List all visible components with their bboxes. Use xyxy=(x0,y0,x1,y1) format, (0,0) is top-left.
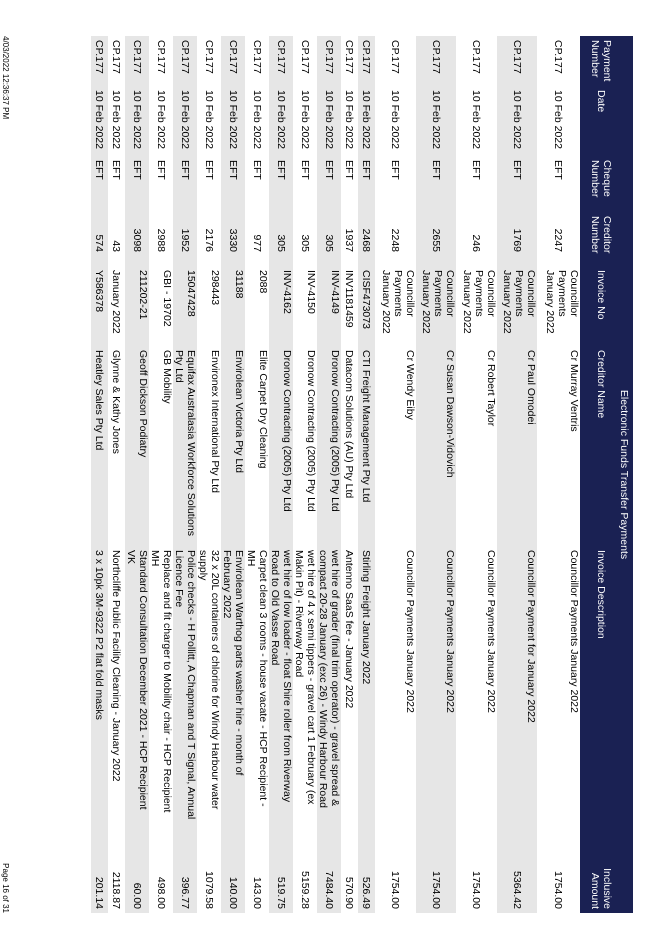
cell-creditor-name: CTI Freight Management Pty Ltd xyxy=(360,350,372,503)
cell-creditor-number: 574 xyxy=(93,234,105,252)
cell-inclusive-amount: 143.00 xyxy=(251,876,263,909)
table-row xyxy=(416,36,456,913)
cell-date: 10 Feb 2022 xyxy=(299,90,311,149)
table-row xyxy=(221,36,245,913)
cell-creditor-number: 1937 xyxy=(343,228,355,252)
cell-invoice-no: Councillor Payments January 2022 xyxy=(420,270,456,334)
cell-creditor-name: Elite Carpet Dry Cleaning xyxy=(257,350,269,469)
cell-cheque-number: EFT xyxy=(179,160,191,180)
cell-creditor-number: 2248 xyxy=(389,228,401,252)
cell-date: 10 Feb 2022 xyxy=(343,90,355,149)
cell-inclusive-amount: 396.77 xyxy=(179,876,191,909)
cell-date: 10 Feb 2022 xyxy=(470,90,482,149)
table-row xyxy=(317,36,341,913)
table-row xyxy=(358,36,375,913)
cell-date: 10 Feb 2022 xyxy=(131,90,143,149)
report-title: Electronic Funds Transfer Payments xyxy=(615,36,633,913)
cell-inclusive-amount: 7484.40 xyxy=(323,871,335,909)
cell-payment-number: CP.177 xyxy=(552,40,564,74)
cell-date: 10 Feb 2022 xyxy=(227,90,239,149)
cell-creditor-number: 3098 xyxy=(131,228,143,252)
cell-cheque-number: EFT xyxy=(131,160,143,180)
table-row xyxy=(91,36,108,913)
cell-payment-number: CP.177 xyxy=(203,40,215,74)
col-invoice-description: Invoice Description xyxy=(595,550,607,639)
col-inclusive-amount: Inclusive Amount xyxy=(589,868,613,909)
cell-invoice-no: CISF473073 xyxy=(360,270,372,329)
cell-invoice-description: Northcliffe Public Facility Cleaning - January 2022 xyxy=(110,550,122,782)
cell-date: 10 Feb 2022 xyxy=(155,90,167,149)
cell-creditor-name: Cr Murray Ventris xyxy=(568,350,580,432)
cell-inclusive-amount: 1754.00 xyxy=(552,871,564,909)
cell-cheque-number: EFT xyxy=(299,160,311,180)
cell-cheque-number: EFT xyxy=(203,160,215,180)
cell-inclusive-amount: 201.14 xyxy=(93,876,105,909)
cell-invoice-description: Councillor Payments January 2022 xyxy=(404,550,416,713)
cell-invoice-description: Replace and fit charger to Mobility chair - HCP Recipient MH xyxy=(149,550,173,813)
cell-invoice-no: Councillor Payments January 2022 xyxy=(380,270,416,334)
cell-inclusive-amount: 5364.42 xyxy=(511,871,523,909)
cell-inclusive-amount: 1754.00 xyxy=(389,871,401,909)
cell-inclusive-amount: 1754.00 xyxy=(470,871,482,909)
cell-invoice-no: January 2022 xyxy=(110,270,122,334)
col-creditor-number: Creditor Number xyxy=(589,216,613,254)
table-row xyxy=(108,36,125,913)
cell-cheque-number: EFT xyxy=(470,160,482,180)
table-row xyxy=(173,36,197,913)
col-payment-number: Payment Number xyxy=(589,40,613,82)
table-row xyxy=(245,36,269,913)
cell-creditor-name: Environex International Pty Ltd xyxy=(209,350,221,494)
cell-creditor-name: GB Mobility xyxy=(161,350,173,404)
cell-invoice-description: Antenno SaaS fee - January 2022 xyxy=(343,550,355,709)
cell-invoice-description: Carpet clean 3 rooms - house vacate - HCP Recipient - MH xyxy=(245,550,269,807)
cell-payment-number: CP.177 xyxy=(511,40,523,74)
cell-inclusive-amount: 498.00 xyxy=(155,876,167,909)
cell-invoice-no: INV-4162 xyxy=(281,270,293,314)
cell-creditor-name: Geoff Dickson Podiatry xyxy=(137,350,149,458)
cell-creditor-name: Equifax Australasia Workforce Solutions Pty Ltd xyxy=(173,350,197,536)
cell-invoice-no: 2088 xyxy=(257,270,269,294)
cell-creditor-name: Dronow Contracting (2005) Pty Ltd xyxy=(305,350,317,512)
cell-invoice-no: 298443 xyxy=(209,270,221,306)
cell-invoice-description: Councillor Payment for January 2022 xyxy=(525,550,537,723)
print-timestamp: 4/03/2022 12:36:37 PM xyxy=(1,36,10,120)
cell-cheque-number: EFT xyxy=(511,160,523,180)
cell-cheque-number: EFT xyxy=(360,160,372,180)
cell-creditor-name: Cr Robert Taylor xyxy=(485,350,497,427)
cell-creditor-number: 2655 xyxy=(430,228,442,252)
cell-creditor-number: 1769 xyxy=(511,228,523,252)
cell-payment-number: CP.177 xyxy=(93,40,105,74)
cell-payment-number: CP.177 xyxy=(110,40,122,74)
col-cheque-number: Cheque Number xyxy=(589,160,613,198)
cell-invoice-description: Standard Consultation December 2021 - HCP Recipient VK xyxy=(125,550,149,810)
cell-invoice-description: wet hire of low loader - float Shire roller from Riverway Road to Old Vasse Road xyxy=(269,550,293,803)
cell-date: 10 Feb 2022 xyxy=(275,90,287,149)
cell-date: 10 Feb 2022 xyxy=(430,90,442,149)
cell-invoice-no: 31188 xyxy=(233,270,245,299)
cell-cheque-number: EFT xyxy=(155,160,167,180)
cell-creditor-number: 2468 xyxy=(360,228,372,252)
cell-creditor-name: Dronow Contracting (2005) Pty Ltd xyxy=(281,350,293,512)
cell-creditor-number: 246 xyxy=(470,234,482,252)
cell-payment-number: CP.177 xyxy=(323,40,335,74)
table-row xyxy=(125,36,149,913)
table-header xyxy=(580,36,615,913)
table-row xyxy=(456,36,497,913)
cell-payment-number: CP.177 xyxy=(155,40,167,74)
table-row xyxy=(537,36,580,913)
cell-cheque-number: EFT xyxy=(343,160,355,180)
table-row xyxy=(497,36,537,913)
cell-creditor-name: Dronow Contracting (2005) Pty Ltd xyxy=(329,350,341,512)
cell-creditor-number: 2988 xyxy=(155,228,167,252)
cell-creditor-number: 977 xyxy=(251,234,263,252)
cell-invoice-description: 3 x 10pk 3M-9322 P2 flat fold masks xyxy=(93,550,105,720)
cell-invoice-no: INV1181459 xyxy=(343,270,355,328)
cell-inclusive-amount: 140.00 xyxy=(227,876,239,909)
cell-payment-number: CP.177 xyxy=(430,40,442,74)
cell-inclusive-amount: 1079.58 xyxy=(203,871,215,909)
cell-inclusive-amount: 1754.00 xyxy=(430,871,442,909)
cell-invoice-description: Stirling Freight January 2022 xyxy=(360,550,372,685)
cell-invoice-no: 211202-21 xyxy=(137,270,149,320)
cell-cheque-number: EFT xyxy=(251,160,263,180)
cell-creditor-number: 43 xyxy=(110,240,122,252)
table-row xyxy=(293,36,317,913)
cell-invoice-no: Councillor Payments January 2022 xyxy=(501,270,537,334)
cell-payment-number: CP.177 xyxy=(389,40,401,74)
cell-date: 10 Feb 2022 xyxy=(179,90,191,149)
cell-date: 10 Feb 2022 xyxy=(203,90,215,149)
cell-cheque-number: EFT xyxy=(430,160,442,180)
cell-creditor-number: 3330 xyxy=(227,228,239,252)
col-creditor-name: Creditor Name xyxy=(595,350,607,419)
cell-inclusive-amount: 519.75 xyxy=(275,876,287,909)
cell-payment-number: CP.177 xyxy=(299,40,311,74)
cell-payment-number: CP.177 xyxy=(275,40,287,74)
cell-cheque-number: EFT xyxy=(227,160,239,180)
cell-date: 10 Feb 2022 xyxy=(93,90,105,149)
cell-creditor-number: 2176 xyxy=(203,228,215,252)
cell-date: 10 Feb 2022 xyxy=(389,90,401,149)
cell-date: 10 Feb 2022 xyxy=(511,90,523,149)
cell-inclusive-amount: 2118.87 xyxy=(110,871,122,909)
cell-invoice-no: INV-4149 xyxy=(329,270,341,314)
cell-payment-number: CP.177 xyxy=(360,40,372,74)
cell-invoice-description: wet hire of 4 x semi tippers - gravel cart 1 February (ex Makin Pit) - Riverway Road xyxy=(293,550,317,805)
page-number: Page 16 of 31 xyxy=(1,863,10,913)
cell-payment-number: CP.177 xyxy=(343,40,355,74)
cell-creditor-number: 305 xyxy=(299,234,311,252)
cell-invoice-no: Councillor Payments January 2022 xyxy=(461,270,497,334)
cell-inclusive-amount: 5159.28 xyxy=(299,871,311,909)
table-row xyxy=(341,36,358,913)
cell-date: 10 Feb 2022 xyxy=(323,90,335,149)
cell-date: 10 Feb 2022 xyxy=(552,90,564,149)
cell-invoice-no: Councillor Payments January 2022 xyxy=(544,270,580,334)
cell-creditor-name: Glynne & Kathy Jones xyxy=(110,350,122,454)
cell-creditor-number: 305 xyxy=(323,234,335,252)
cell-invoice-description: Councillor Payments January 2022 xyxy=(444,550,456,713)
cell-inclusive-amount: 526.49 xyxy=(360,876,372,909)
cell-invoice-description: Police checks - H Pollitt, A Chapman and T Signal, Annual Licence Fee xyxy=(173,550,197,820)
cell-cheque-number: EFT xyxy=(389,160,401,180)
cell-invoice-no: INV-4150 xyxy=(305,270,317,314)
table-row xyxy=(375,36,416,913)
table-row xyxy=(269,36,293,913)
cell-date: 10 Feb 2022 xyxy=(251,90,263,149)
cell-inclusive-amount: 60.00 xyxy=(131,882,143,909)
cell-invoice-description: 32 x 20L containers of chlorine for Windy Harbour water supply xyxy=(197,550,221,810)
cell-invoice-description: Councillor Payments January 2022 xyxy=(568,550,580,713)
cell-payment-number: CP.177 xyxy=(179,40,191,74)
cell-creditor-name: Cr Paul Omodei xyxy=(525,350,537,425)
cell-payment-number: CP.177 xyxy=(251,40,263,74)
cell-cheque-number: EFT xyxy=(93,160,105,180)
cell-payment-number: CP.177 xyxy=(227,40,239,74)
cell-invoice-no: GBI - 19702 xyxy=(161,270,173,327)
table-row xyxy=(197,36,221,913)
cell-creditor-name: Datacom Solutions (AU) Pty Ltd xyxy=(343,350,355,499)
cell-invoice-no: Y586378 xyxy=(93,270,105,313)
col-invoice-no: Invoice No xyxy=(595,270,607,320)
cell-invoice-no: 15047428 xyxy=(185,270,197,317)
cell-creditor-name: Heatley Sales Pty Ltd xyxy=(93,350,105,451)
cell-creditor-number: 305 xyxy=(275,234,287,252)
cell-cheque-number: EFT xyxy=(110,160,122,180)
cell-creditor-number: 1952 xyxy=(179,228,191,252)
cell-invoice-description: Envirolean Warthog parts washer hire - month of February 2022 xyxy=(221,550,245,776)
cell-date: 10 Feb 2022 xyxy=(110,90,122,149)
cell-cheque-number: EFT xyxy=(323,160,335,180)
cell-creditor-name: Cr Susan Dawson-Vidovich xyxy=(444,350,456,478)
cell-invoice-description: Councillor Payments January 2022 xyxy=(485,550,497,713)
table-row xyxy=(149,36,173,913)
col-date: Date xyxy=(595,90,607,113)
cell-cheque-number: EFT xyxy=(275,160,287,180)
cell-cheque-number: EFT xyxy=(552,160,564,180)
cell-payment-number: CP.177 xyxy=(470,40,482,74)
cell-creditor-number: 2247 xyxy=(552,228,564,252)
cell-creditor-name: Envirolean Victoria Pty Ltd xyxy=(233,350,245,473)
cell-payment-number: CP.177 xyxy=(131,40,143,74)
cell-invoice-description: wet hire of grader (final trim operator) - gravel spread & compact 20-28 January (exc 26) - Windy Harbour Road xyxy=(317,550,341,808)
cell-creditor-name: Cr Wendy Eiby xyxy=(404,350,416,420)
cell-date: 10 Feb 2022 xyxy=(360,90,372,149)
cell-inclusive-amount: 570.90 xyxy=(343,876,355,909)
